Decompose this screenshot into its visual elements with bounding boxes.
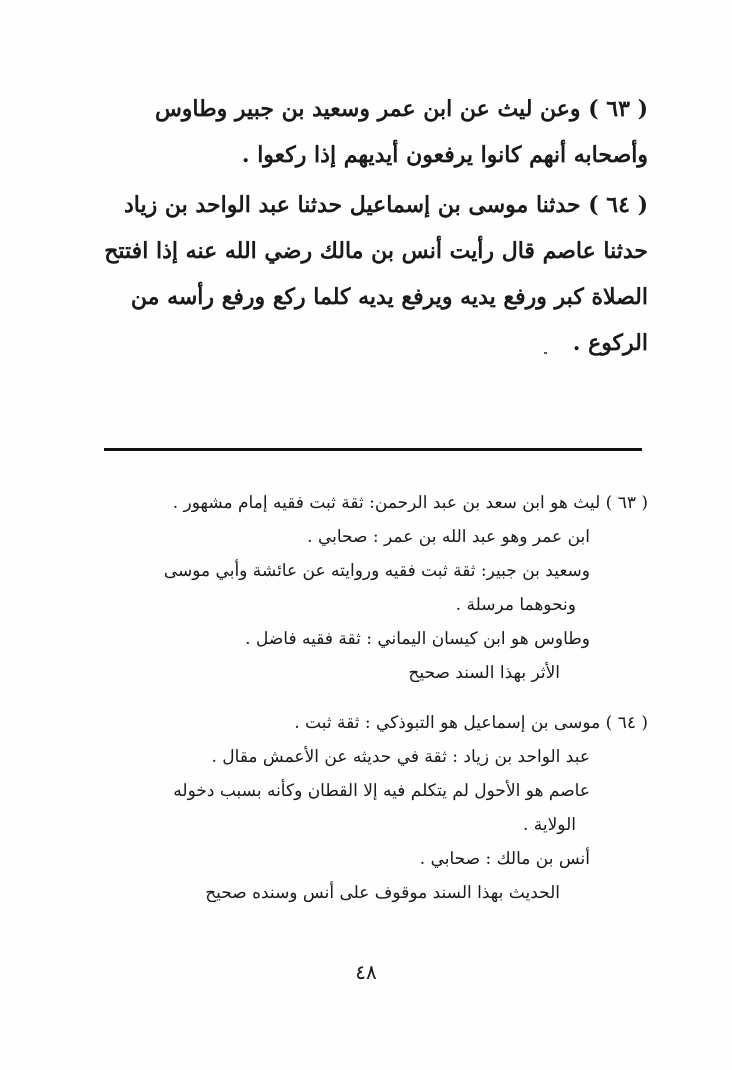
footnote-line: وطاوس هو ابن كيسان اليماني : ثقة فقيه فاضل . [245, 629, 590, 649]
footnote-63 [100, 486, 648, 690]
footnote-line: وسعيد بن جبير: ثقة ثبت فقيه وروايته عن عائشة وأبي موسى [163, 561, 590, 581]
text-line: ( ٦٣ ) وعن ليث عن ابن عمر وسعيد بن جبير وطاوس [154, 96, 648, 122]
text-line: حدثنا عاصم قال رأيت أنس بن مالك رضي الله عنه إذا افتتح [104, 238, 648, 264]
footnote-line: عاصم هو الأحول لم يتكلم فيه إلا القطان وكأنه بسبب دخوله [173, 781, 590, 801]
hadith-paragraph-63 [100, 86, 648, 178]
text-line: الركوع . [572, 330, 648, 356]
footnote-line: ( ٦٣ ) ليث هو ابن سعد بن عبد الرحمن: ثقة ثبت فقيه إمام مشهور . [172, 493, 648, 513]
footnote-line: الحديث بهذا السند موقوف على أنس وسنده صحيح [205, 883, 560, 903]
text-line: ( ٦٤ ) حدثنا موسى بن إسماعيل حدثنا عبد الواحد بن زياد [124, 192, 648, 218]
hadith-paragraph-64 [100, 182, 648, 366]
footnote-divider [104, 448, 642, 451]
scan-speck [544, 352, 547, 354]
text-line: وأصحابه أنهم كانوا يرفعون أيديهم إذا ركعوا . [241, 142, 648, 168]
footnote-line: الولاية . [522, 815, 576, 835]
footnote-line: ( ٦٤ ) موسى بن إسماعيل هو التبوذكي : ثقة ثبت . [294, 713, 648, 733]
footnote-64 [100, 706, 648, 910]
footnote-line: ابن عمر وهو عبد الله بن عمر : صحابي . [307, 527, 590, 547]
text-line: الصلاة كبر ورفع يديه ويرفع يديه كلما ركع ورفع رأسه من [130, 284, 648, 310]
footnote-line: عبد الواحد بن زياد : ثقة في حديثه عن الأعمش مقال . [211, 747, 590, 767]
footnote-line: أنس بن مالك : صحابي . [419, 849, 590, 869]
footnote-line: الأثر بهذا السند صحيح [408, 663, 560, 683]
page-number: ٤٨ [355, 960, 377, 984]
footnote-line: ونحوهما مرسلة . [455, 595, 576, 615]
